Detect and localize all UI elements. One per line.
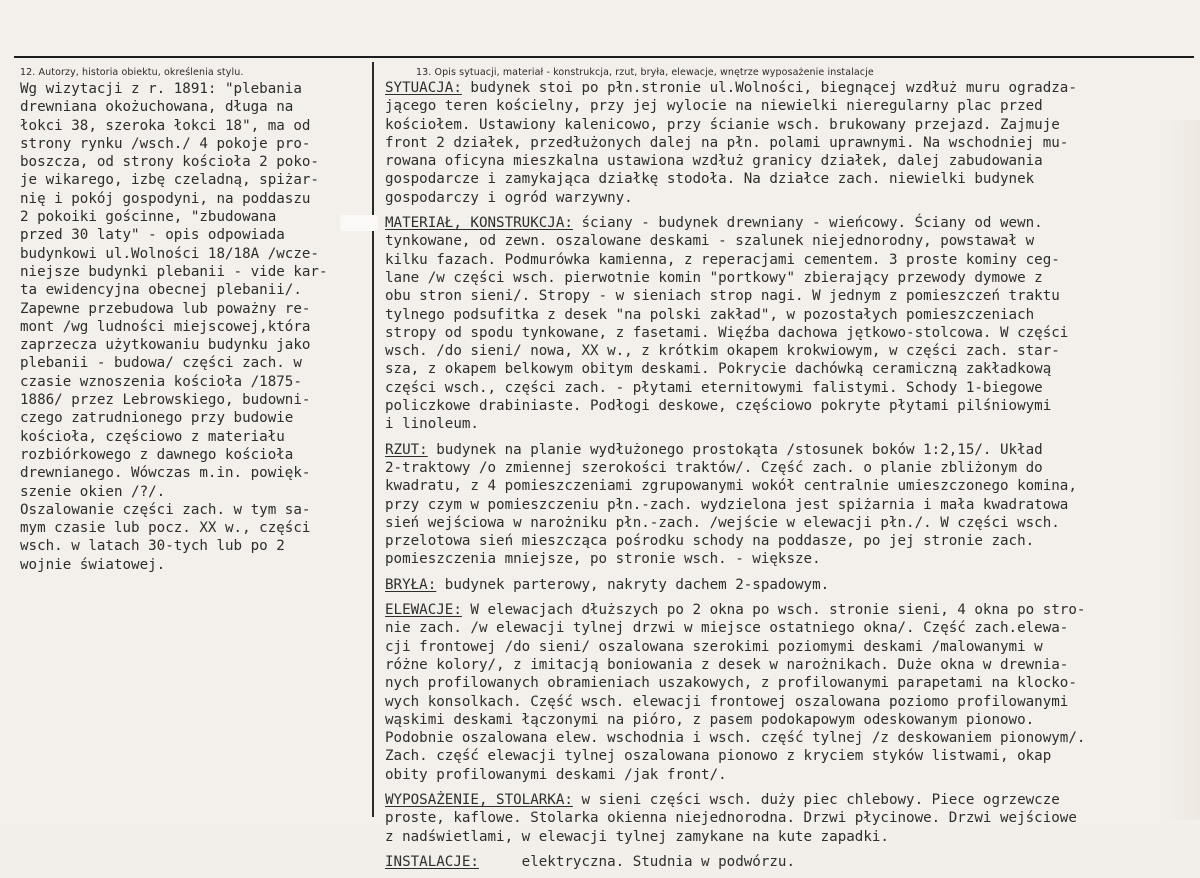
- section-text: nie zach. /w elewacji tylnej drzwi w miejsce ostatniego okna/. Część zach.elewa-: [385, 620, 1069, 637]
- history-line: mont /wg ludności miejscowej,która: [20, 318, 311, 335]
- history-line: przed 30 laty" - opis odpowiada: [20, 227, 285, 244]
- section-text: z nadświetlami, w elewacji tylnej zamykane na kute zapadki.: [385, 828, 889, 845]
- section-line: [385, 674, 1197, 692]
- history-line: boszcza, od strony kościoła 2 poko-: [20, 154, 319, 171]
- section-line: [385, 360, 1197, 378]
- section-text: gospodarcze i zamykająca działkę stodoła. Na działce zach. niewielki budynek: [385, 171, 1035, 188]
- section-text: elektryczna. Studnia w podwórzu.: [478, 853, 796, 870]
- history-line: czego zatrudnionego przy budowie: [20, 410, 294, 427]
- history-line: rozbiórkowego z dawnego kościoła: [20, 446, 294, 463]
- section-rzut: [385, 441, 1197, 569]
- history-line: drewnianego. Wówczas m.in. powięk-: [20, 465, 311, 482]
- section-line: [385, 853, 1197, 871]
- section-text: lane /w części wsch. pierwotnie komin "portkowy" zbierający przewody dymowe z: [385, 269, 1043, 286]
- section-line: [385, 828, 1197, 846]
- section-line: [385, 601, 1197, 619]
- history-line: strony rynku /wsch./ 4 pokoje pro-: [20, 135, 311, 152]
- history-line: szenie okien /?/.: [20, 483, 166, 500]
- history-text: [20, 80, 370, 574]
- section-text: obity profilowanymi deskami /jak front/.: [385, 766, 727, 783]
- section-text: policzkowe drabiniaste. Podłogi deskowe, częściowo pokryte płytami pilśniowymi: [385, 398, 1052, 415]
- section-line: [385, 134, 1197, 152]
- section-line: [385, 619, 1197, 637]
- correction-fluid-mark: [340, 215, 378, 231]
- section-line: [385, 809, 1197, 827]
- section-line: [385, 747, 1197, 765]
- section-text: gospodarczy i ogród warzywny.: [385, 189, 633, 206]
- section-line: [385, 97, 1197, 115]
- section-line: [385, 306, 1197, 324]
- section-line: [385, 379, 1197, 397]
- section-line: [385, 214, 1197, 232]
- section-line: [385, 729, 1197, 747]
- section-line: [385, 415, 1197, 433]
- section-line: [385, 496, 1197, 514]
- section-text: Podobnie oszalowana elew. wschodnia i wsch. część tylnej /z deskowaniem pionowym/.: [385, 730, 1086, 747]
- section-line: [385, 232, 1197, 250]
- section-text: Zach. część elewacji tylnej oszalowana pionowo z kryciem styków listwami, okap: [385, 748, 1052, 765]
- history-line: czasie wznoszenia kościoła /1875-: [20, 373, 302, 390]
- section-text: sza, z okapem belkowym obitym deskami. Pokrycie dachówką ceramiczną zakładkową: [385, 361, 1052, 378]
- header-rule: [14, 56, 1194, 58]
- history-line: kościoła, częściowo z materiału: [20, 428, 285, 445]
- section-text: w sieni części wsch. duży piec chlebowy. Piece ogrzewcze: [572, 791, 1060, 808]
- history-line: ta ewidencyjna obecnej plebanii/.: [20, 282, 302, 299]
- section-elewacje: [385, 601, 1197, 784]
- section-text: 2-traktowy /o zmiennej szerokości traktów/. Część zach. o planie zbliżonym do: [385, 459, 1043, 476]
- section-line: [385, 514, 1197, 532]
- section-line: [385, 656, 1197, 674]
- left-column-header: 12. Autorzy, historia obiektu, określenia stylu.: [20, 67, 244, 78]
- section-text: nych profilowanych obramieniach uszakowych, z profilowanymi parapetami na klocko-: [385, 675, 1077, 692]
- section-text: proste, kaflowe. Stolarka okienna niejednorodna. Drzwi płycinowe. Drzwi wejściowe: [385, 810, 1077, 827]
- section-text: i linoleum.: [385, 416, 479, 433]
- history-line: mym czasie lub pocz. XX w., części: [20, 520, 311, 537]
- section-text: stropy od spodu tynkowane, z fasetami. Więźba dachowa jętkowo-stolcowa. W części: [385, 324, 1069, 341]
- section-line: [385, 441, 1197, 459]
- section-heading: WYPOSAŻENIE, STOLARKA:: [385, 791, 573, 808]
- section-line: [385, 477, 1197, 495]
- section-line: [385, 791, 1197, 809]
- section-instalacje: [385, 853, 1197, 871]
- section-line: [385, 189, 1197, 207]
- section-bryla: [385, 576, 1197, 594]
- history-line: Wg wizytacji z r. 1891: "plebania: [20, 81, 302, 97]
- section-text: rowana oficyna mieszkalna ustawiona wzdłuż granicy działek, dalej zabudowania: [385, 153, 1043, 170]
- section-text: wąskimi deskami łączonymi na pióro, z pasem podokapowym odeskowanym pionowo.: [385, 711, 1035, 728]
- section-text: jącego teren kościelny, przy jej wylocie na niewielki nieregularny plac przed: [385, 98, 1043, 115]
- section-line: [385, 576, 1197, 594]
- section-line: [385, 170, 1197, 188]
- history-line: zaprzecza użytkowaniu budynku jako: [20, 337, 311, 354]
- history-line: budynkowi ul.Wolności 18/18A /wcze-: [20, 245, 319, 262]
- history-line: nię i pokój gospodyni, na poddaszu: [20, 190, 311, 207]
- section-line: [385, 152, 1197, 170]
- section-line: [385, 79, 1197, 97]
- section-text: kościołem. Ustawiony kalenicowo, przy ścianie wsch. brukowany przejazd. Zajmuje: [385, 116, 1060, 133]
- history-line: wojnie światowej.: [20, 556, 166, 573]
- section-text: przelotowa sień mieszcząca pośrodku schody na poddasze, po jej stronie zach.: [385, 533, 1035, 550]
- section-heading: MATERIAŁ, KONSTRUKCJA:: [385, 215, 573, 232]
- section-text: różne kolory/, z imitacją boniowania z desek w narożnikach. Duże okna w drewnia-: [385, 656, 1069, 673]
- section-text: budynek na planie wydłużonego prostokąta /stosunek boków 1:2,15/. Układ: [427, 441, 1043, 458]
- history-line: niejsze budynki plebanii - vide kar-: [20, 263, 328, 280]
- section-text: części wsch., części zach. - płytami eternitowymi falistymi. Schody 1-biegowe: [385, 379, 1043, 396]
- section-line: [385, 287, 1197, 305]
- section-text: front 2 działek, przedłużonych dalej na płn. polami uprawnymi. Na wschodniej mu-: [385, 134, 1069, 151]
- section-text: budynek stoi po płn.stronie ul.Wolności, biegnącej wzdłuż muru ogradza-: [461, 80, 1077, 96]
- section-line: [385, 711, 1197, 729]
- history-line: 2 pokoiki gościnne, "zbudowana: [20, 209, 277, 226]
- section-material: [385, 214, 1197, 434]
- section-heading: BRYŁA:: [385, 576, 437, 593]
- section-line: [385, 397, 1197, 415]
- history-line: drewniana okożuchowana, długa na: [20, 99, 294, 116]
- section-text: budynek parterowy, nakryty dachem 2-spadowym.: [436, 576, 830, 593]
- section-line: [385, 766, 1197, 784]
- section-text: tylnego podsufitka z desek "na polski zakład", w pozostałych pomieszczeniach: [385, 306, 1035, 323]
- section-line: [385, 324, 1197, 342]
- history-line: 1886/ przez Lebrowskiego, budowni-: [20, 392, 311, 409]
- section-line: [385, 459, 1197, 477]
- section-text: cji frontowej /do sieni/ oszalowana szerokimi poziomymi deskami /malowanymi w: [385, 638, 1043, 655]
- section-line: [385, 116, 1197, 134]
- column-divider: [372, 62, 374, 817]
- section-heading: RZUT:: [385, 441, 428, 458]
- section-text: kilku fazach. Podmurówka kamienna, z reperacjami cementem. 3 proste kominy ceg-: [385, 251, 1060, 268]
- section-text: W elewacjach dłuższych po 2 okna po wsch. stronie sieni, 4 okna po stro-: [461, 602, 1086, 619]
- section-line: [385, 269, 1197, 287]
- section-line: [385, 550, 1197, 568]
- section-line: [385, 693, 1197, 711]
- section-line: [385, 638, 1197, 656]
- section-text: tynkowane, od zewn. oszalowane deskami - szalunek niejednorodny, powstawał w: [385, 233, 1035, 250]
- description-text: [385, 79, 1197, 878]
- section-line: [385, 342, 1197, 360]
- history-line: wsch. w latach 30-tych lub po 2: [20, 538, 285, 555]
- section-text: obu stron sieni/. Stropy - w sieniach strop nagi. W jednym z pomieszczeń traktu: [385, 288, 1060, 305]
- history-line: łokci 38, szeroka łokci 18", ma od: [20, 117, 311, 134]
- history-line: Zapewne przebudowa lub poważny re-: [20, 300, 311, 317]
- section-sytuacja: [385, 79, 1197, 207]
- section-heading: SYTUACJA:: [385, 80, 462, 96]
- right-column-header: 13. Opis sytuacji, materiał - konstrukcja, rzut, bryła, elewacje, wnętrze wyposażenie instalacje: [416, 67, 874, 78]
- section-wyposazenie: [385, 791, 1197, 846]
- section-heading: ELEWACJE:: [385, 602, 462, 619]
- section-text: wsch. /do sieni/ nowa, XX w., z krótkim okapem krokwiowym, w części zach. star-: [385, 343, 1060, 360]
- section-line: [385, 251, 1197, 269]
- section-text: ściany - budynek drewniany - wieńcowy. Ściany od wewn.: [572, 215, 1043, 232]
- section-text: pomieszczenia mniejsze, po stronie wsch. - większe.: [385, 551, 821, 568]
- history-line: plebanii - budowa/ części zach. w: [20, 355, 302, 372]
- section-text: przy czym w pomieszczeniu płn.-zach. wydzielona jest spiżarnia i mała kwadratowa: [385, 496, 1069, 513]
- section-text: kwadratu, z 4 pomieszczeniami zgrupowanymi wokół centralnie umieszczonego komina,: [385, 478, 1077, 495]
- section-line: [385, 532, 1197, 550]
- section-text: wych konsolkach. Część wsch. elewacji frontowej oszalowana poziomo profilowanymi: [385, 693, 1069, 710]
- section-text: sień wejściowa w narożniku płn.-zach. /wejście w elewacji płn./. W części wsch.: [385, 514, 1060, 531]
- section-heading: INSTALACJE:: [385, 853, 479, 870]
- history-line: je wikarego, izbę czeladną, spiżar-: [20, 172, 319, 189]
- history-line: Oszalowanie części zach. w tym sa-: [20, 501, 311, 518]
